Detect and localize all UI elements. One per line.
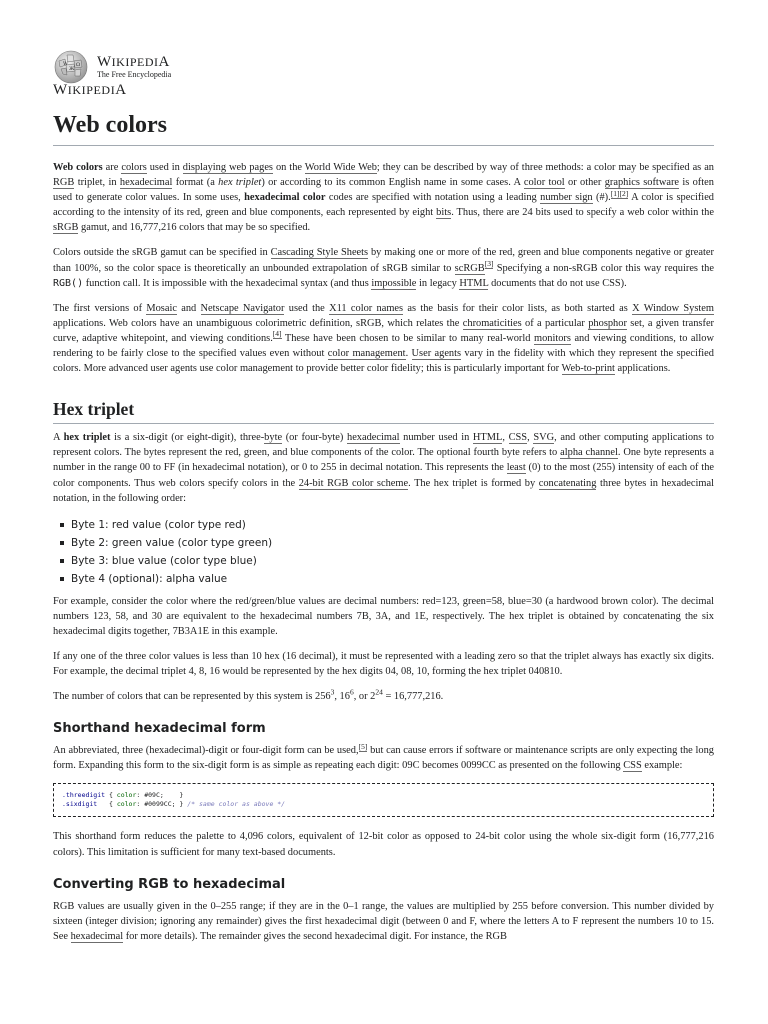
link-css[interactable]: CSS bbox=[508, 432, 528, 444]
hex-paragraph-2: For example, consider the color where the red/green/blue values are decimal numbers: red=123, green=58, blue=30 (a hardwood brown color). The decimal numbers 123, 58, and 30 are equivalent to the hexadecimal numbers 7B, 3A, and 1E, respectively. The hex triplet is obtained by concatenating the six hexadecimal digits together, 7B3A1E in this example. bbox=[53, 595, 714, 637]
ref-1-2[interactable]: [1][2] bbox=[610, 188, 629, 198]
article-content bbox=[53, 105, 714, 954]
link-number-sign[interactable]: number sign bbox=[540, 192, 593, 204]
intro-paragraph-3: The first versions of Mosaic and Netscape Navigator used the X11 color names as the basis for their color lists, as both started as X Window System applications. Web colors have an unambiguous colorimetric definition, sRGB, which relates the chromaticities of a particular phosphor set, a given transfer curve, adaptive whitepoint, and viewing conditions.[4] These have been chosen to be similar to many real-world monitors and viewing conditions, to allow rendering to be fairly close to the specified values even without color management. User agents vary in the fidelity with which they represent the specified colors. More advanced user agents use color management to provide better color fidelity; this is particularly important for Web-to-print applications. bbox=[53, 302, 715, 375]
link-bits[interactable]: bits bbox=[436, 207, 452, 219]
link-graphics-software[interactable]: graphics software bbox=[604, 177, 680, 189]
list-item: Byte 3: blue value (color type blue) bbox=[71, 552, 714, 570]
link-alpha-channel[interactable]: alpha channel bbox=[560, 447, 618, 459]
section-heading-shorthand: Shorthand hexadecimal form bbox=[53, 721, 266, 737]
code-line-2: .sixdigit { color: #0099CC; } /* same color as above */ bbox=[62, 800, 286, 809]
hex-paragraph-1: A hex triplet is a six-digit (or eight-digit), three-byte (or four-byte) hexadecimal number used in HTML, CSS, SVG, and other computing applications to represent colors. The bytes represent the red, green, and blue components of the color. The optional fourth byte refers to alpha channel. One byte represents a number in the range 00 to FF (in hexadecimal notation), or 0 to 255 in decimal notation. This represents the least (0) to the most (255) intensity of each of the color components. Thus web colors specify colors in the 24-bit RGB color scheme. The hex triplet is formed by concatenating three bytes in hexadecimal notation, in the following order: bbox=[53, 432, 714, 504]
link-displaying-web-pages[interactable]: displaying web pages bbox=[182, 162, 273, 173]
wikipedia-logo[interactable] bbox=[53, 50, 171, 84]
link-monitors[interactable]: monitors bbox=[533, 332, 571, 344]
link-24-bit-rgb[interactable]: 24-bit RGB color scheme bbox=[298, 477, 409, 489]
link-scrgb[interactable]: scRGB bbox=[454, 262, 485, 274]
wikipedia-globe-icon bbox=[53, 49, 89, 85]
hex-paragraph-4: The number of colors that can be represented by this system is $256^3$, $16^6$, or $2^{24} = 16,777,216$. bbox=[53, 687, 444, 703]
list-item: Byte 1: red value (color type red) bbox=[71, 516, 714, 534]
link-user-agents[interactable]: User agents bbox=[411, 348, 462, 360]
wikipedia-wordmark[interactable]: WIKIPEDIA bbox=[53, 82, 127, 98]
link-mosaic[interactable]: Mosaic bbox=[146, 302, 177, 314]
link-html-2[interactable]: HTML bbox=[472, 432, 503, 444]
link-hexadecimal[interactable]: hexadecimal bbox=[119, 177, 173, 189]
svg-text:Ω: Ω bbox=[76, 62, 81, 68]
page-title: Web colors bbox=[53, 111, 714, 146]
link-netscape-navigator[interactable]: Netscape Navigator bbox=[200, 302, 285, 314]
link-svg[interactable]: SVG bbox=[533, 432, 555, 444]
link-concatenating[interactable]: concatenating bbox=[538, 477, 597, 489]
link-srgb[interactable]: sRGB bbox=[53, 222, 79, 234]
list-item: Byte 2: green value (color type green) bbox=[71, 534, 714, 552]
intro-paragraph-1: Web colors are colors used in displaying web pages on the World Wide Web; they can be described by way of three methods: a color may be specified as an RGB triplet, in hexadecimal format (a hex triplet) or according to its common English name in some cases. A color tool or other graphics software is often used to generate color values. In some uses, hexadecimal color codes are specified with notation using a leading number sign (#).[1][2] A color is specified according to the intensity of its red, green and blue components, each represented by eight bits. Thus, there are 24 bits used to specify a web color within the sRGB gamut, and 16,777,216 colors that may be so specified. bbox=[53, 162, 715, 234]
link-x-window-system[interactable]: X Window System bbox=[632, 302, 714, 314]
svg-text:Ж: Ж bbox=[69, 66, 75, 72]
converting-paragraph-1: RGB values are usually given in the 0–255 range; if they are in the 0–1 range, the values are multiplied by 255 before conversion. This number divided by sixteen (integer division; ignoring any remainder) gives the first hexadecimal digit (between 0 and F, where the letters A to F represent the numbers 10 to 15. See hexadecimal for more details). The remainder gives the second hexadecimal digit. For instance, the RGB bbox=[53, 900, 714, 942]
link-chromaticities[interactable]: chromaticities bbox=[462, 317, 522, 329]
intro-paragraph-2: Colors outside the sRGB gamut can be specified in Cascading Style Sheets by making one or more of the red, green and blue components negative or greater than 100%, so the color space is theoretically an unbounded extrapolation of sRGB similar to scRGB[3] Specifying a non-sRGB color this way requires the RGB() function call. It is impossible with the hexadecimal syntax (and thus impossible in legacy HTML documents that do not use CSS). bbox=[53, 247, 714, 289]
ref-3[interactable]: [3] bbox=[484, 259, 494, 269]
link-world-wide-web[interactable]: World Wide Web bbox=[304, 162, 377, 173]
section-heading-converting: Converting RGB to hexadecimal bbox=[53, 876, 286, 892]
link-colors[interactable]: colors bbox=[121, 162, 147, 173]
svg-text:W: W bbox=[63, 61, 69, 67]
link-cascading-style-sheets[interactable]: Cascading Style Sheets bbox=[270, 247, 369, 259]
link-color-management[interactable]: color management bbox=[327, 348, 406, 360]
link-rgb[interactable]: RGB bbox=[53, 177, 75, 189]
link-web-to-print[interactable]: Web-to-print bbox=[561, 363, 615, 375]
link-least[interactable]: least bbox=[506, 462, 526, 474]
link-html[interactable]: HTML bbox=[459, 277, 489, 289]
link-color-tool[interactable]: color tool bbox=[523, 177, 565, 189]
shorthand-paragraph-2: This shorthand form reduces the palette to 4,096 colors, equivalent of 12-bit color as opposed to 24-bit color using the whole six-digit form (16,777,216 colors). This limitation is sufficient for many text-based documents. bbox=[53, 831, 714, 858]
logo-name: WIKIPEDIA bbox=[97, 54, 170, 70]
css-code-example bbox=[53, 783, 714, 817]
link-x11-color-names[interactable]: X11 color names bbox=[329, 302, 404, 314]
ref-5[interactable]: [5] bbox=[358, 741, 368, 751]
link-byte[interactable]: byte bbox=[264, 432, 283, 444]
byte-list bbox=[53, 516, 714, 588]
link-hexadecimal-2[interactable]: hexadecimal bbox=[347, 432, 400, 444]
link-impossible[interactable]: impossible bbox=[371, 277, 417, 289]
hex-paragraph-3: If any one of the three color values is less than 10 hex (16 decimal), it must be represented with a leading zero so that the triplet always has exactly six digits. For example, the decimal triplet 4, 8, 16 would be represented by the hex digits 04, 08, 10, forming the hex triplet 040810. bbox=[53, 650, 714, 678]
link-phosphor[interactable]: phosphor bbox=[588, 317, 627, 329]
code-line-1: .threedigit { color: #09C; } bbox=[62, 791, 184, 800]
link-hexadecimal-3[interactable]: hexadecimal bbox=[70, 930, 124, 942]
link-css-2[interactable]: CSS bbox=[623, 760, 642, 772]
ref-4[interactable]: [4] bbox=[272, 329, 282, 339]
code-rgb-function: RGB() bbox=[53, 277, 84, 289]
logo-tagline: The Free Encyclopedia bbox=[97, 70, 172, 79]
shorthand-paragraph-1: An abbreviated, three (hexadecimal)-digit or four-digit form can be used,[5] but can cause errors if software or maintenance scripts are only expecting the long form. Expanding this form to the six-digit form is as simple as repeating each digit: 09C becomes 0099CC as presented on the following CSS example: bbox=[53, 741, 714, 772]
section-heading-hex-triplet: Hex triplet bbox=[53, 398, 714, 424]
list-item: Byte 4 (optional): alpha value bbox=[71, 570, 714, 588]
